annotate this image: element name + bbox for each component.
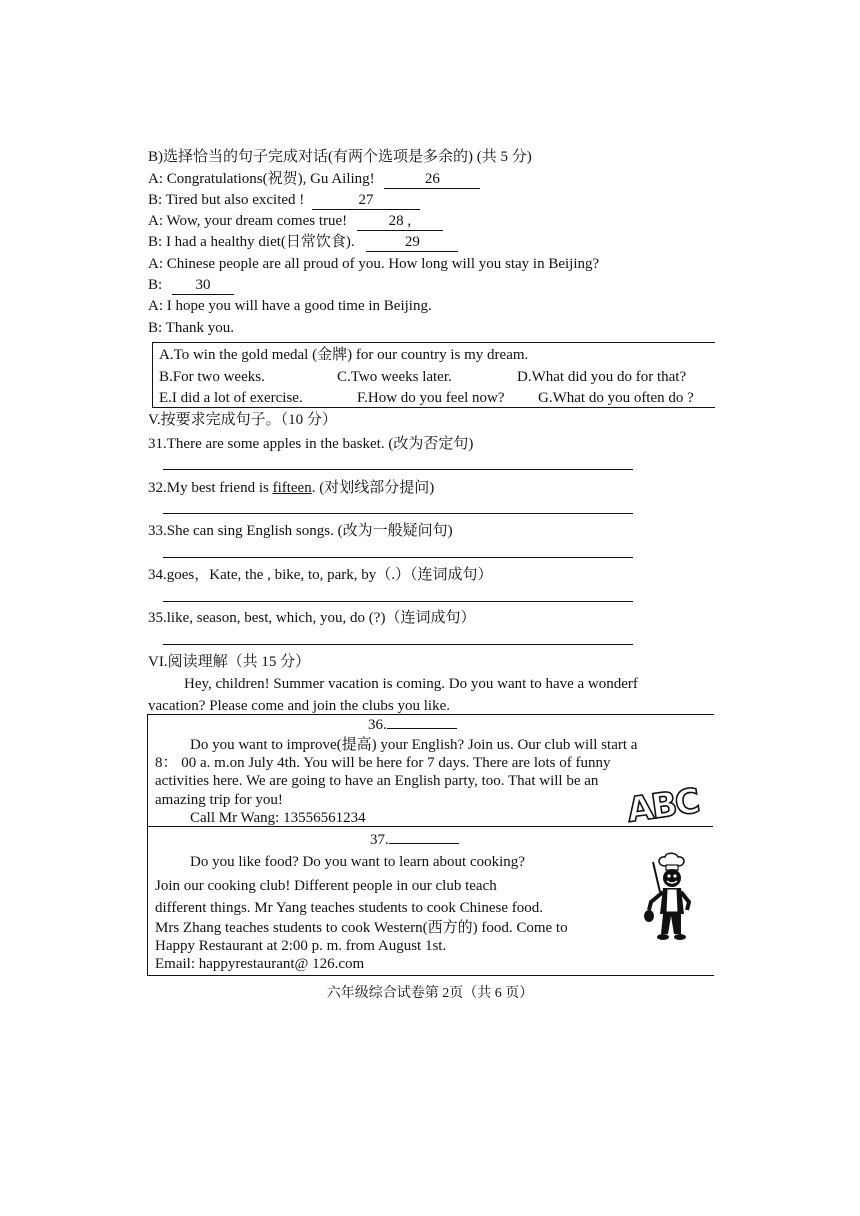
option-c: C.Two weeks later. bbox=[337, 369, 452, 385]
option-e: E.I did a lot of exercise. bbox=[159, 390, 303, 406]
option-a: A.To win the gold medal (金牌) for our country is my dream. bbox=[159, 347, 529, 363]
question-35: 35.like, season, best, which, you, do (?)（连词成句） bbox=[148, 610, 476, 626]
club-2-line-4: Mrs Zhang teaches students to cook Western(西方的) food. Come to bbox=[155, 920, 568, 936]
speaker: B: bbox=[148, 320, 163, 336]
question-32 bbox=[148, 478, 434, 498]
club-2-line-5: Happy Restaurant at 2:00 p. m. from August 1st. bbox=[155, 938, 447, 954]
underlined-word: fifteen bbox=[272, 480, 312, 496]
club-1-line-5: Call Mr Wang: 13556561234 bbox=[190, 810, 366, 826]
dialogue-line-29 bbox=[148, 232, 458, 252]
speaker: A: bbox=[148, 298, 163, 314]
speaker: B: bbox=[148, 192, 163, 208]
question-32-text: 32.My best friend is bbox=[148, 480, 273, 496]
speaker: A: bbox=[148, 213, 163, 229]
option-g: G.What do you often do ? bbox=[538, 390, 694, 406]
question-number-36: 36. bbox=[368, 717, 387, 733]
question-33: 33.She can sing English songs. (改为一般疑问句) bbox=[148, 523, 453, 539]
question-32-instruction: . (对划线部分提问) bbox=[311, 480, 435, 496]
answer-blank-29[interactable]: 29 bbox=[366, 233, 458, 252]
dialogue-text: I had a healthy diet(日常饮食). bbox=[165, 234, 355, 250]
option-f: F.How do you feel now? bbox=[357, 390, 505, 406]
question-number-37: 37. bbox=[370, 832, 389, 848]
question-31: 31.There are some apples in the basket. (改为否定句) bbox=[148, 436, 474, 452]
answer-blank-28[interactable]: 28 , bbox=[357, 212, 443, 231]
club-1-line-4: amazing trip for you! bbox=[155, 792, 283, 808]
club-1-heading bbox=[368, 715, 457, 735]
club-2-heading bbox=[370, 830, 459, 850]
dialogue-line-28 bbox=[148, 211, 443, 231]
answer-line-33[interactable] bbox=[163, 557, 633, 558]
speaker: A: bbox=[148, 256, 163, 272]
answer-blank-30[interactable]: 30 bbox=[172, 276, 234, 295]
answer-blank-27[interactable]: 27 bbox=[312, 191, 420, 210]
club-1-line-3: activities here. We are going to have an English party, too. That will be an bbox=[155, 773, 599, 789]
dialogue-text: Tired but also excited ! bbox=[165, 192, 305, 208]
dialogue-line-30 bbox=[148, 275, 234, 295]
dialogue-line-hope bbox=[148, 296, 432, 316]
chef-illustration bbox=[643, 852, 701, 942]
dialogue-line-27 bbox=[148, 190, 420, 210]
club-2-line-2: Join our cooking club! Different people in our club teach bbox=[155, 878, 497, 894]
reading-intro-line-1: Hey, children! Summer vacation is coming. Do you want to have a wonderf bbox=[184, 676, 638, 692]
abc-logo: ABC bbox=[624, 781, 701, 831]
speaker: B: bbox=[148, 277, 163, 293]
dialogue-line-26 bbox=[148, 169, 480, 189]
section-v-title: V.按要求完成句子。（10 分） bbox=[148, 412, 337, 428]
club-2-line-1: Do you like food? Do you want to learn about cooking? bbox=[190, 854, 525, 870]
answer-line-31[interactable] bbox=[163, 469, 633, 470]
speaker: B: bbox=[148, 234, 163, 250]
option-d: D.What did you do for that? bbox=[517, 369, 687, 385]
dialogue-text: Wow, your dream comes true! bbox=[166, 213, 348, 229]
club-2-line-3: different things. Mr Yang teaches students to cook Chinese food. bbox=[155, 900, 544, 916]
section-vi-title: VI.阅读理解（共 15 分） bbox=[148, 654, 311, 670]
answer-line-35[interactable] bbox=[163, 644, 633, 645]
answer-blank-37[interactable] bbox=[389, 843, 459, 844]
section-b-title: B)选择恰当的句子完成对话(有两个选项是多余的) (共 5 分) bbox=[148, 149, 532, 165]
dialogue-text: Chinese people are all proud of you. How long will you stay in Beijing? bbox=[166, 256, 600, 272]
club-2-line-6: Email: happyrestaurant@ 126.com bbox=[155, 956, 365, 972]
page-footer: 六年级综合试卷第 2页（共 6 页） bbox=[326, 986, 534, 1001]
club-1-line-2: 8： 00 a. m.on July 4th. You will be here for 7 days. There are lots of funny bbox=[155, 755, 611, 771]
answer-line-34[interactable] bbox=[163, 601, 633, 602]
dialogue-line-thanks bbox=[148, 318, 234, 338]
reading-intro-line-2: vacation? Please come and join the clubs you like. bbox=[148, 698, 450, 714]
answer-line-32[interactable] bbox=[163, 513, 633, 514]
answer-blank-26[interactable]: 26 bbox=[384, 170, 480, 189]
dialogue-line-question bbox=[148, 254, 599, 274]
dialogue-text: Congratulations(祝贺), Gu Ailing! bbox=[166, 171, 375, 187]
club-1-line-1: Do you want to improve(提高) your English? Join us. Our club will start a bbox=[190, 737, 638, 753]
dialogue-text: Thank you. bbox=[165, 320, 234, 336]
speaker: A: bbox=[148, 171, 163, 187]
answer-blank-36[interactable] bbox=[387, 728, 457, 729]
question-34: 34.goes，Kate, the , bike, to, park, by（.）（连词成句） bbox=[148, 567, 493, 583]
dialogue-text: I hope you will have a good time in Beijing. bbox=[166, 298, 432, 314]
option-b: B.For two weeks. bbox=[159, 369, 265, 385]
